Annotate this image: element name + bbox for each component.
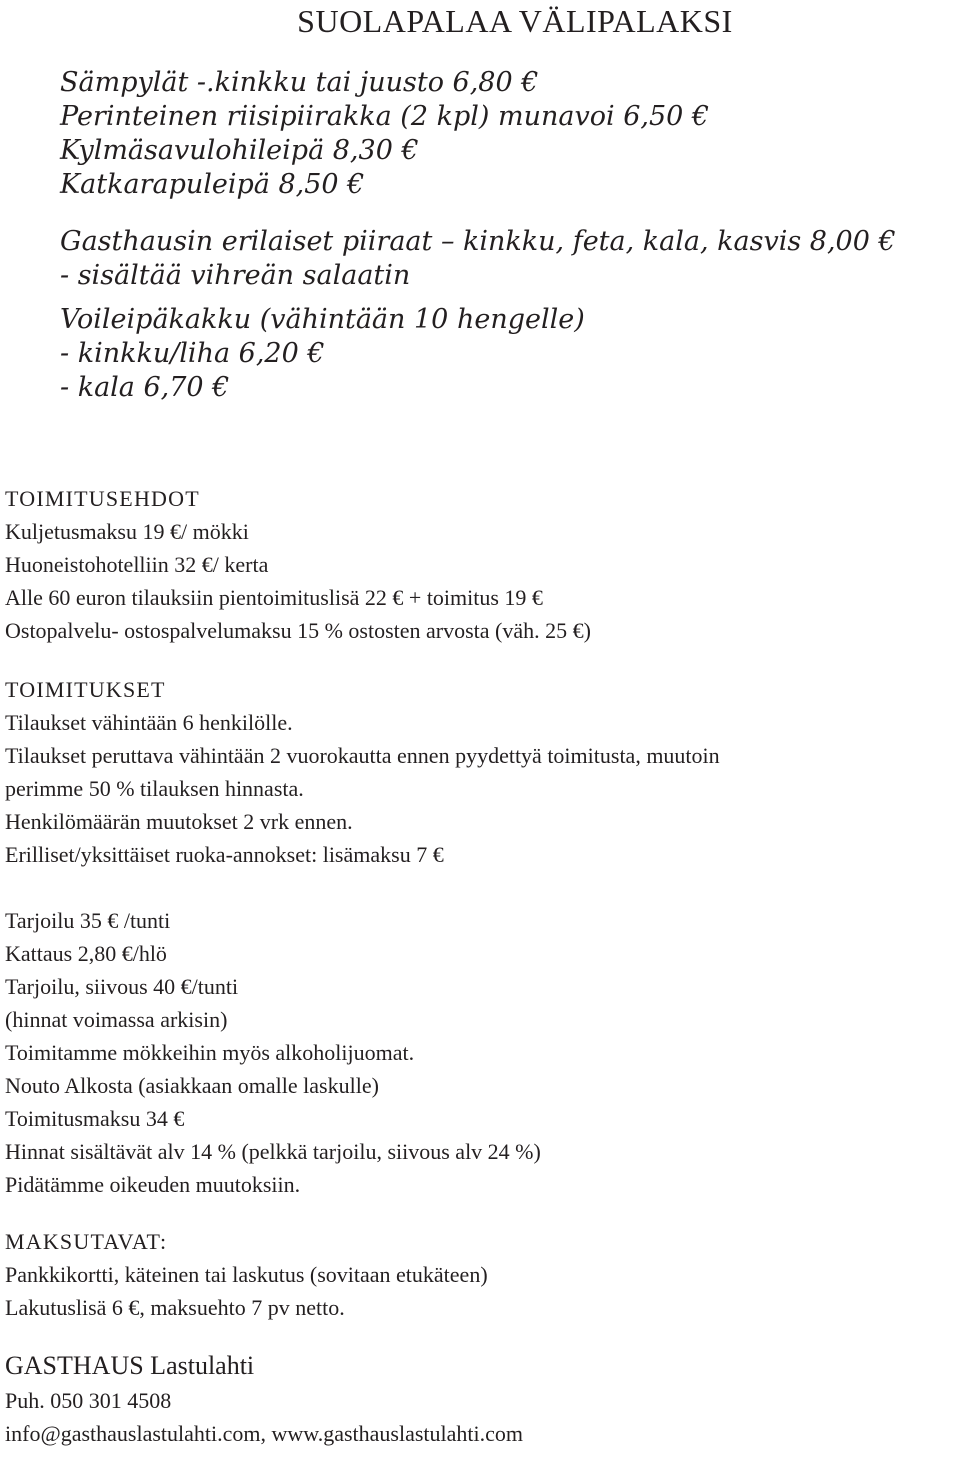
menu-item: Perinteinen riisipiirakka (2 kpl) munavoi 6,50 € — [60, 101, 710, 132]
spacer — [60, 202, 955, 225]
terms-section — [5, 482, 955, 1450]
service-line: (hinnat voimassa arkisin) — [5, 1007, 228, 1032]
deliveries-line: Tilaukset peruttava vähintään 2 vuorokautta ennen pyydettyä toimitusta, muutoin — [5, 743, 720, 768]
payment-line: Lakutuslisä 6 €, maksuehto 7 pv netto. — [5, 1295, 345, 1320]
deliveries-heading: TOIMITUKSET — [5, 677, 166, 702]
deliveries-line: Henkilömäärän muutokset 2 vrk ennen. — [5, 809, 353, 834]
contact-phone: Puh. 050 301 4508 — [5, 1388, 172, 1413]
menu-item: Sämpylät -.kinkku tai juusto 6,80 € — [60, 67, 539, 98]
menu-item-note: - sisältää vihreän salaatin — [60, 260, 411, 291]
deliveries-line: Tilaukset vähintään 6 henkilölle. — [5, 710, 293, 735]
spacer — [5, 647, 955, 673]
menu-item-variant: - kala 6,70 € — [60, 372, 230, 403]
spacer — [60, 293, 955, 303]
delivery-terms-heading: TOIMITUSEHDOT — [5, 486, 200, 511]
spacer — [5, 871, 955, 904]
menu-item-variant: - kinkku/liha 6,20 € — [60, 338, 325, 369]
service-line: Tarjoilu, siivous 40 €/tunti — [5, 974, 239, 999]
service-line: Hinnat sisältävät alv 14 % (pelkkä tarjoilu, siivous alv 24 %) — [5, 1139, 541, 1164]
snack-menu — [60, 66, 955, 405]
service-line: Pidätämme oikeuden muutoksiin. — [5, 1172, 301, 1197]
service-line: Kattaus 2,80 €/hlö — [5, 941, 167, 966]
deliveries-line: perimme 50 % tilauksen hinnasta. — [5, 776, 304, 801]
service-line: Toimitusmaksu 34 € — [5, 1106, 185, 1131]
service-line: Toimitamme mökkeihin myös alkoholijuomat. — [5, 1040, 415, 1065]
deliveries-line: Erilliset/yksittäiset ruoka-annokset: lisämaksu 7 € — [5, 842, 444, 867]
terms-line: Huoneistohotelliin 32 €/ kerta — [5, 552, 269, 577]
service-line: Nouto Alkosta (asiakkaan omalle laskulle) — [5, 1073, 379, 1098]
business-name: GASTHAUS Lastulahti — [5, 1351, 255, 1380]
terms-line: Ostopalvelu- ostospalvelumaksu 15 % ostosten arvosta (väh. 25 €) — [5, 618, 591, 643]
spacer — [5, 1201, 955, 1225]
service-line: Tarjoilu 35 € /tunti — [5, 908, 171, 933]
terms-line: Kuljetusmaksu 19 €/ mökki — [5, 519, 249, 544]
spacer — [5, 1324, 955, 1348]
contact-email-web: info@gasthauslastulahti.com, www.gasthauslastulahti.com — [5, 1421, 524, 1446]
menu-item-pies: Gasthausin erilaiset piiraat – kinkku, feta, kala, kasvis 8,00 € — [60, 226, 896, 257]
menu-item: Kylmäsavulohileipä 8,30 € — [60, 135, 419, 166]
payment-line: Pankkikortti, käteinen tai laskutus (sovitaan etukäteen) — [5, 1262, 488, 1287]
menu-item-sandwich-cake: Voileipäkakku (vähintään 10 hengelle) — [60, 304, 585, 335]
payment-heading: MAKSUTAVAT: — [5, 1229, 168, 1254]
page-title: SUOLAPALAA VÄLIPALAKSI — [297, 3, 733, 39]
terms-line: Alle 60 euron tilauksiin pientoimituslisä 22 € + toimitus 19 € — [5, 585, 543, 610]
menu-item: Katkarapuleipä 8,50 € — [60, 169, 365, 200]
